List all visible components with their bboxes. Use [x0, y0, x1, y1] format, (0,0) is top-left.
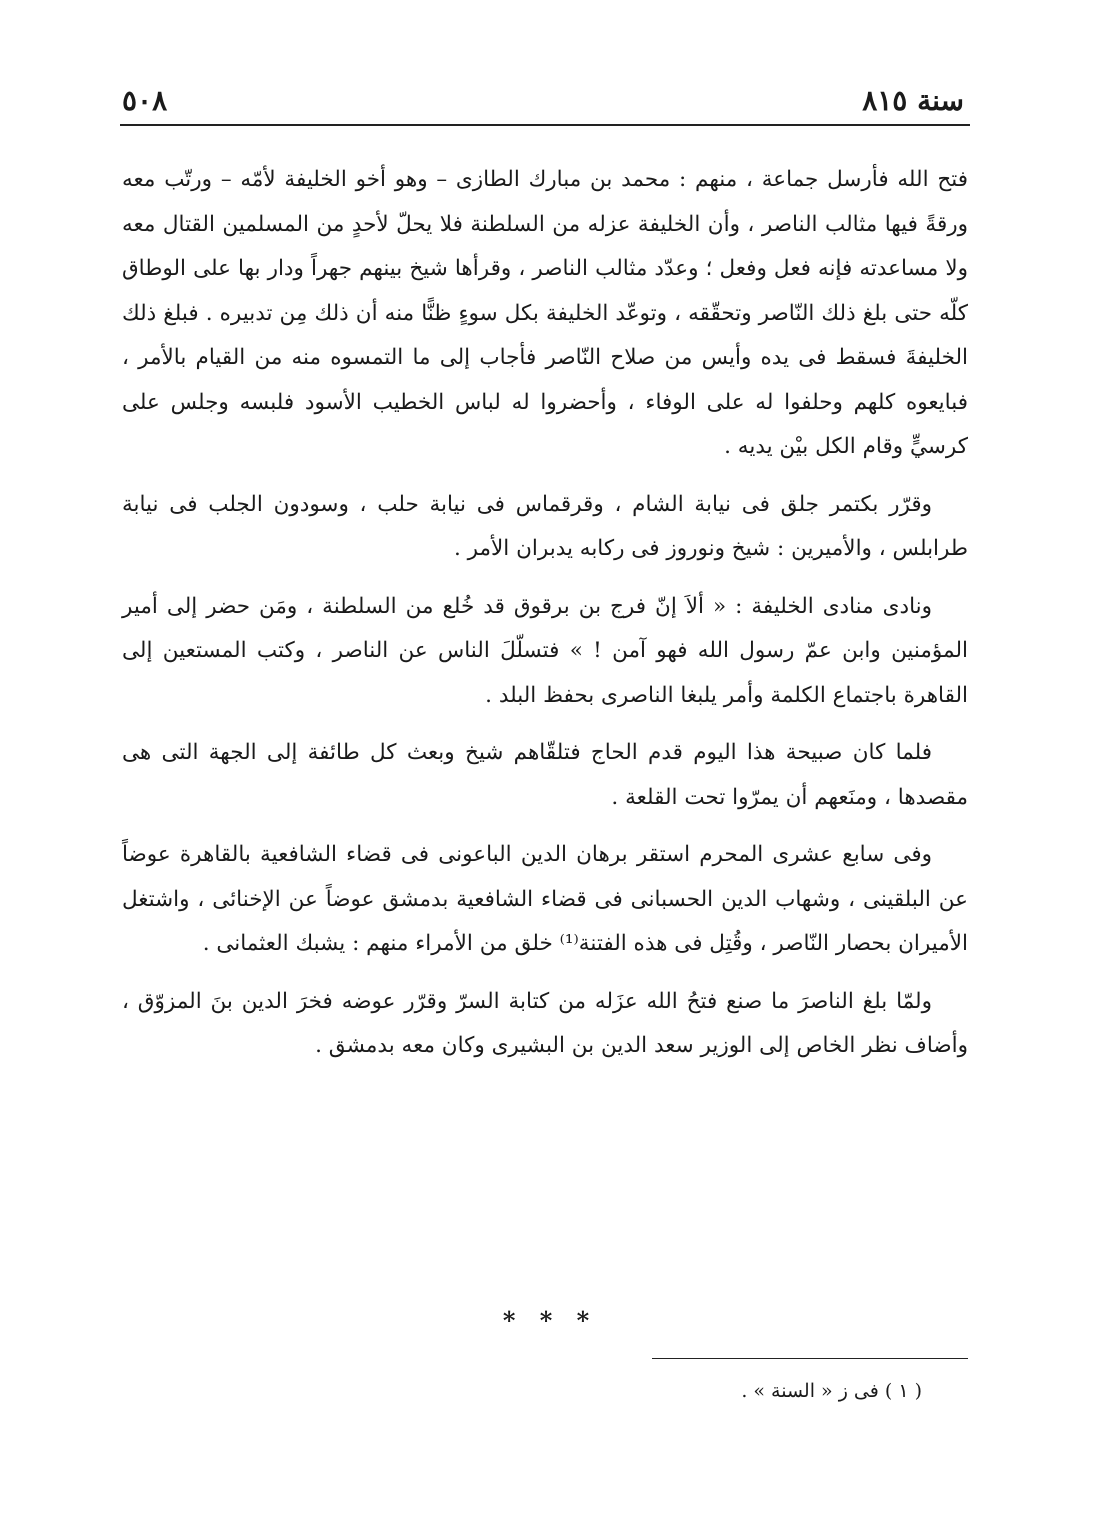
- section-separator: * * *: [502, 1306, 598, 1335]
- year-heading: سنة ٨١٥: [862, 84, 964, 117]
- paragraph-6: ولمّا بلغ الناصرَ ما صنع فتحُ الله عزَله من كتابة السرّ وقرّر عوضه فخرَ الدين بنَ المزوّق ، وأضاف نظر الخاص إلى الوزير سعد الدين بن البشيرى وكان معه بدمشق .: [122, 988, 968, 1058]
- paragraph-1: فتح الله فأرسل جماعة ، منهم : محمد بن مبارك الطازى – وهو أخو الخليفة لأمّه – ورتّب معه ورقةً فيها مثالب الناصر ، وأن الخليفة عزله من السلطنة فلا يحلّ لأحدٍ من المسلمين القتال معه ولا مساعدته فإنه فعل وفعل ؛ وعدّد مثالب الناصر ، وقرأها شيخ بينهم جهراً ودار بها على الوطاق كلّه حتى بلغ ذلك النّاصر وتحقّقه ، وتوعّد الخليفة بكل سوءٍ ظنًّا منه أن ذلك مِن تدبيره . فبلغ ذلك الخليفةَ فسقط فى يده وأيس من صلاح النّاصر فأجاب إلى ما التمسوه منه من القيام بالأمر ، فبايعوه كلهم وحلفوا له على الوفاء ، وأحضروا له لباس الخطيب الأسود فلبسه وجلس على كرسيٍّ وقام الكل بيْن يديه .: [122, 167, 968, 459]
- paragraph-4: فلما كان صبيحة هذا اليوم قدم الحاج فتلقّاهم شيخ وبعث كل طائفة إلى الجهة التى هى مقصدها ، ومنَعهم أن يمرّوا تحت القلعة .: [122, 740, 968, 810]
- paragraph-3: ونادى منادى الخليفة : « ألاَ إنّ فرج بن برقوق قد خُلع من السلطنة ، ومَن حضر إلى أمير المؤمنين وابن عمّ رسول الله فهو آمن ! » فتسلّلَ الناس عن الناصر ، وكتب المستعين إلى القاهرة باجتماع الكلمة وأمر يلبغا الناصرى بحفظ البلد .: [122, 593, 968, 708]
- footnote-rule: [652, 1358, 968, 1359]
- paragraph-2: وقرّر بكتمر جلق فى نيابة الشام ، وقرقماس فى نيابة حلب ، وسودون الجلب فى نيابة طرابلس ، والأميرين : شيخ ونوروز فى ركابه يدبران الأمر .: [122, 491, 968, 561]
- page-header: [122, 76, 968, 124]
- page-number: ٥٠٨: [122, 84, 168, 117]
- paragraph-5: وفى سابع عشرى المحرم استقر برهان الدين الباعونى فى قضاء الشافعية بالقاهرة عوضاً عن البلقينى ، وشهاب الدين الحسبانى فى قضاء الشافعية بدمشق عوضاً عن الإخنائى ، واشتغل الأميران بحصار النّاصر ، وقُتِل فى هذه الفتنة⁽¹⁾ خلق من الأمراء منهم : يشبك العثمانى .: [122, 842, 968, 956]
- body-text: [122, 158, 968, 1069]
- footnote: ( ١ ) فى ز « السنة » .: [741, 1380, 922, 1402]
- header-rule: [120, 124, 970, 126]
